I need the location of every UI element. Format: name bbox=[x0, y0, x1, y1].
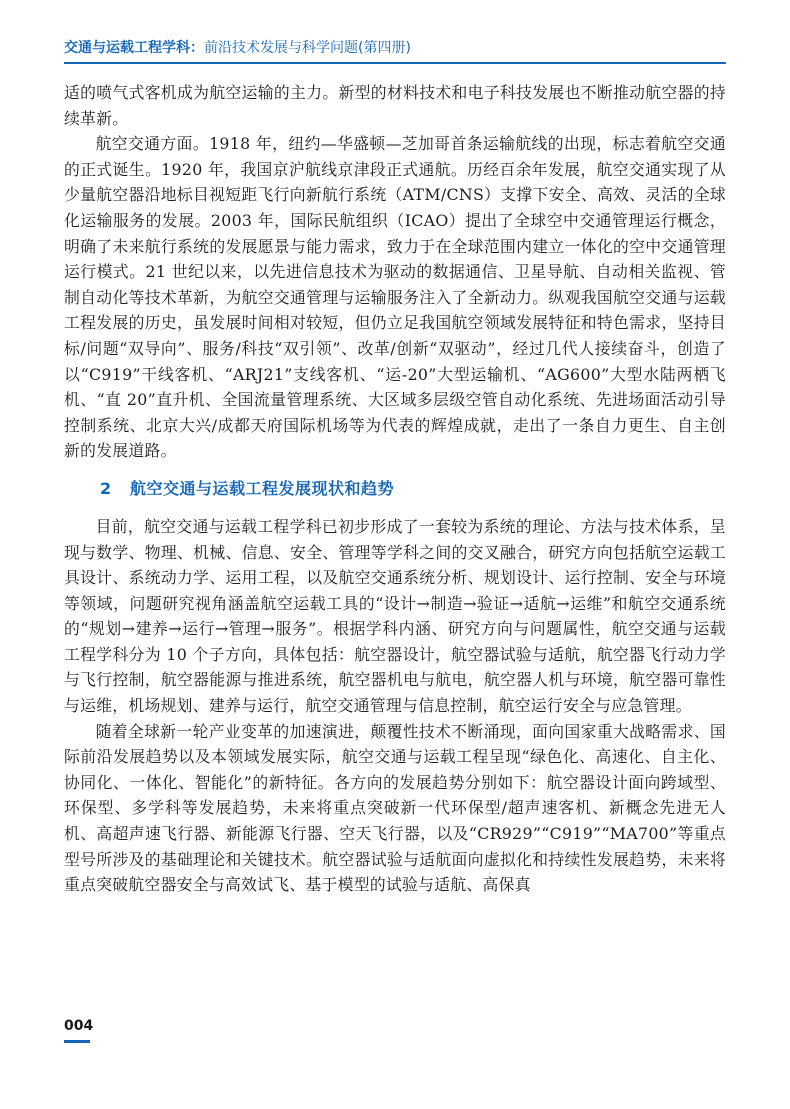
paragraph-current-status: 目前，航空交通与运载工程学科已初步形成了一套较为系统的理论、方法与技术体系，呈现与数学、物理、机械、信息、安全、管理等学科之间的交叉融合，研究方向包括航空运载工具设计、系统动力学、运用工程，以及航空交通系统分析、规划设计、运行控制、安全与环境等领域，问题研究视角涵盖航空运载工具的“设计→制造→验证→适航→运维”和航空交通系统的“规划→建养→运行→管理→服务”。根据学科内涵、研究方向与问题属性，航空交通与运载工程学科分为 10 个子方向，具体包括：航空器设计，航空器试验与适航，航空器飞行动力学与飞行控制，航空器能源与推进系统，航空器机电与航电，航空器人机与环境，航空器可靠性与运维，机场规划、建养与运行，航空交通管理与信息控制，航空运行安全与应急管理。 bbox=[64, 516, 726, 716]
running-header bbox=[64, 36, 724, 60]
body-text bbox=[64, 80, 726, 898]
page-number: 004 bbox=[64, 1018, 94, 1034]
paragraph-trends: 随着全球新一轮产业变革的加速演进，颠覆性技术不断涌现，面向国家重大战略需求、国际前沿发展趋势以及本领域发展实际，航空交通与运载工程呈现“绿色化、高速化、自主化、协同化、一体化、智能化”的新特征。各方向的发展趋势分别如下：航空器设计面向跨域型、环保型、多学科等发展趋势，未来将重点突破新一代环保型/超声速客机、新概念先进无人机、高超声速飞行器、新能源飞行器、空天飞行器，以及“CR929”“C919”“MA700”等重点型号所涉及的基础理论和关键技术。航空器试验与适航面向虚拟化和持续性发展趋势，未来将重点突破航空器安全与高效试飞、基于模型的试验与适航、高保真 bbox=[64, 721, 726, 895]
paragraph-continuation: 适的喷气式客机成为航空运输的主力。新型的材料技术和电子科技发展也不断推动航空器的持续革新。 bbox=[64, 83, 726, 128]
paragraph-air-traffic: 航空交通方面。1918 年，纽约—华盛顿—芝加哥首条运输航线的出现，标志着航空交通的正式诞生。1920 年，我国京沪航线京津段正式通航。历经百余年发展，航空交通实现了从少量航空器沿地标目视短距飞行向新航行系统（ATM/CNS）支撑下安全、高效、灵活的全球化运输服务的发展。2003 年，国际民航组织（ICAO）提出了全球空中交通管理运行概念，明确了未来航行系统的发展愿景与能力需求，致力于在全球范围内建立一体化的空中交通管理运行模式。21 世纪以来，以先进信息技术为驱动的数据通信、卫星导航、自动相关监视、管制自动化等技术革新，为航空交通管理与运输服务注入了全新动力。纵观我国航空交通与运载工程发展的历史，虽发展时间相对较短，但仍立足我国航空领域发展特征和特色需求，坚持目标/问题“双导向”、服务/科技“双引领”、改革/创新“双驱动”，经过几代人接续奋斗，创造了以“C919”干线客机、“ARJ21”支线客机、“运-20”大型运输机、“AG600”大型水陆两栖飞机、“直 20”直升机、全国流量管理系统、大区域多层级空管自动化系统、先进场面活动引导控制系统、北京大兴/成都天府国际机场等为代表的辉煌成就，走出了一条自力更生、自主创新的发展道路。 bbox=[64, 134, 726, 461]
section-heading bbox=[64, 475, 726, 503]
page-number-rule bbox=[64, 1040, 90, 1043]
section-title: 航空交通与运载工程发展现状和趋势 bbox=[130, 478, 395, 498]
running-header-subtitle: 前沿技术发展与科学问题(第四册) bbox=[204, 40, 411, 56]
running-header-title: 交通与运载工程学科： bbox=[64, 40, 204, 56]
header-rule bbox=[64, 62, 726, 64]
section-number: 2 bbox=[100, 478, 112, 498]
